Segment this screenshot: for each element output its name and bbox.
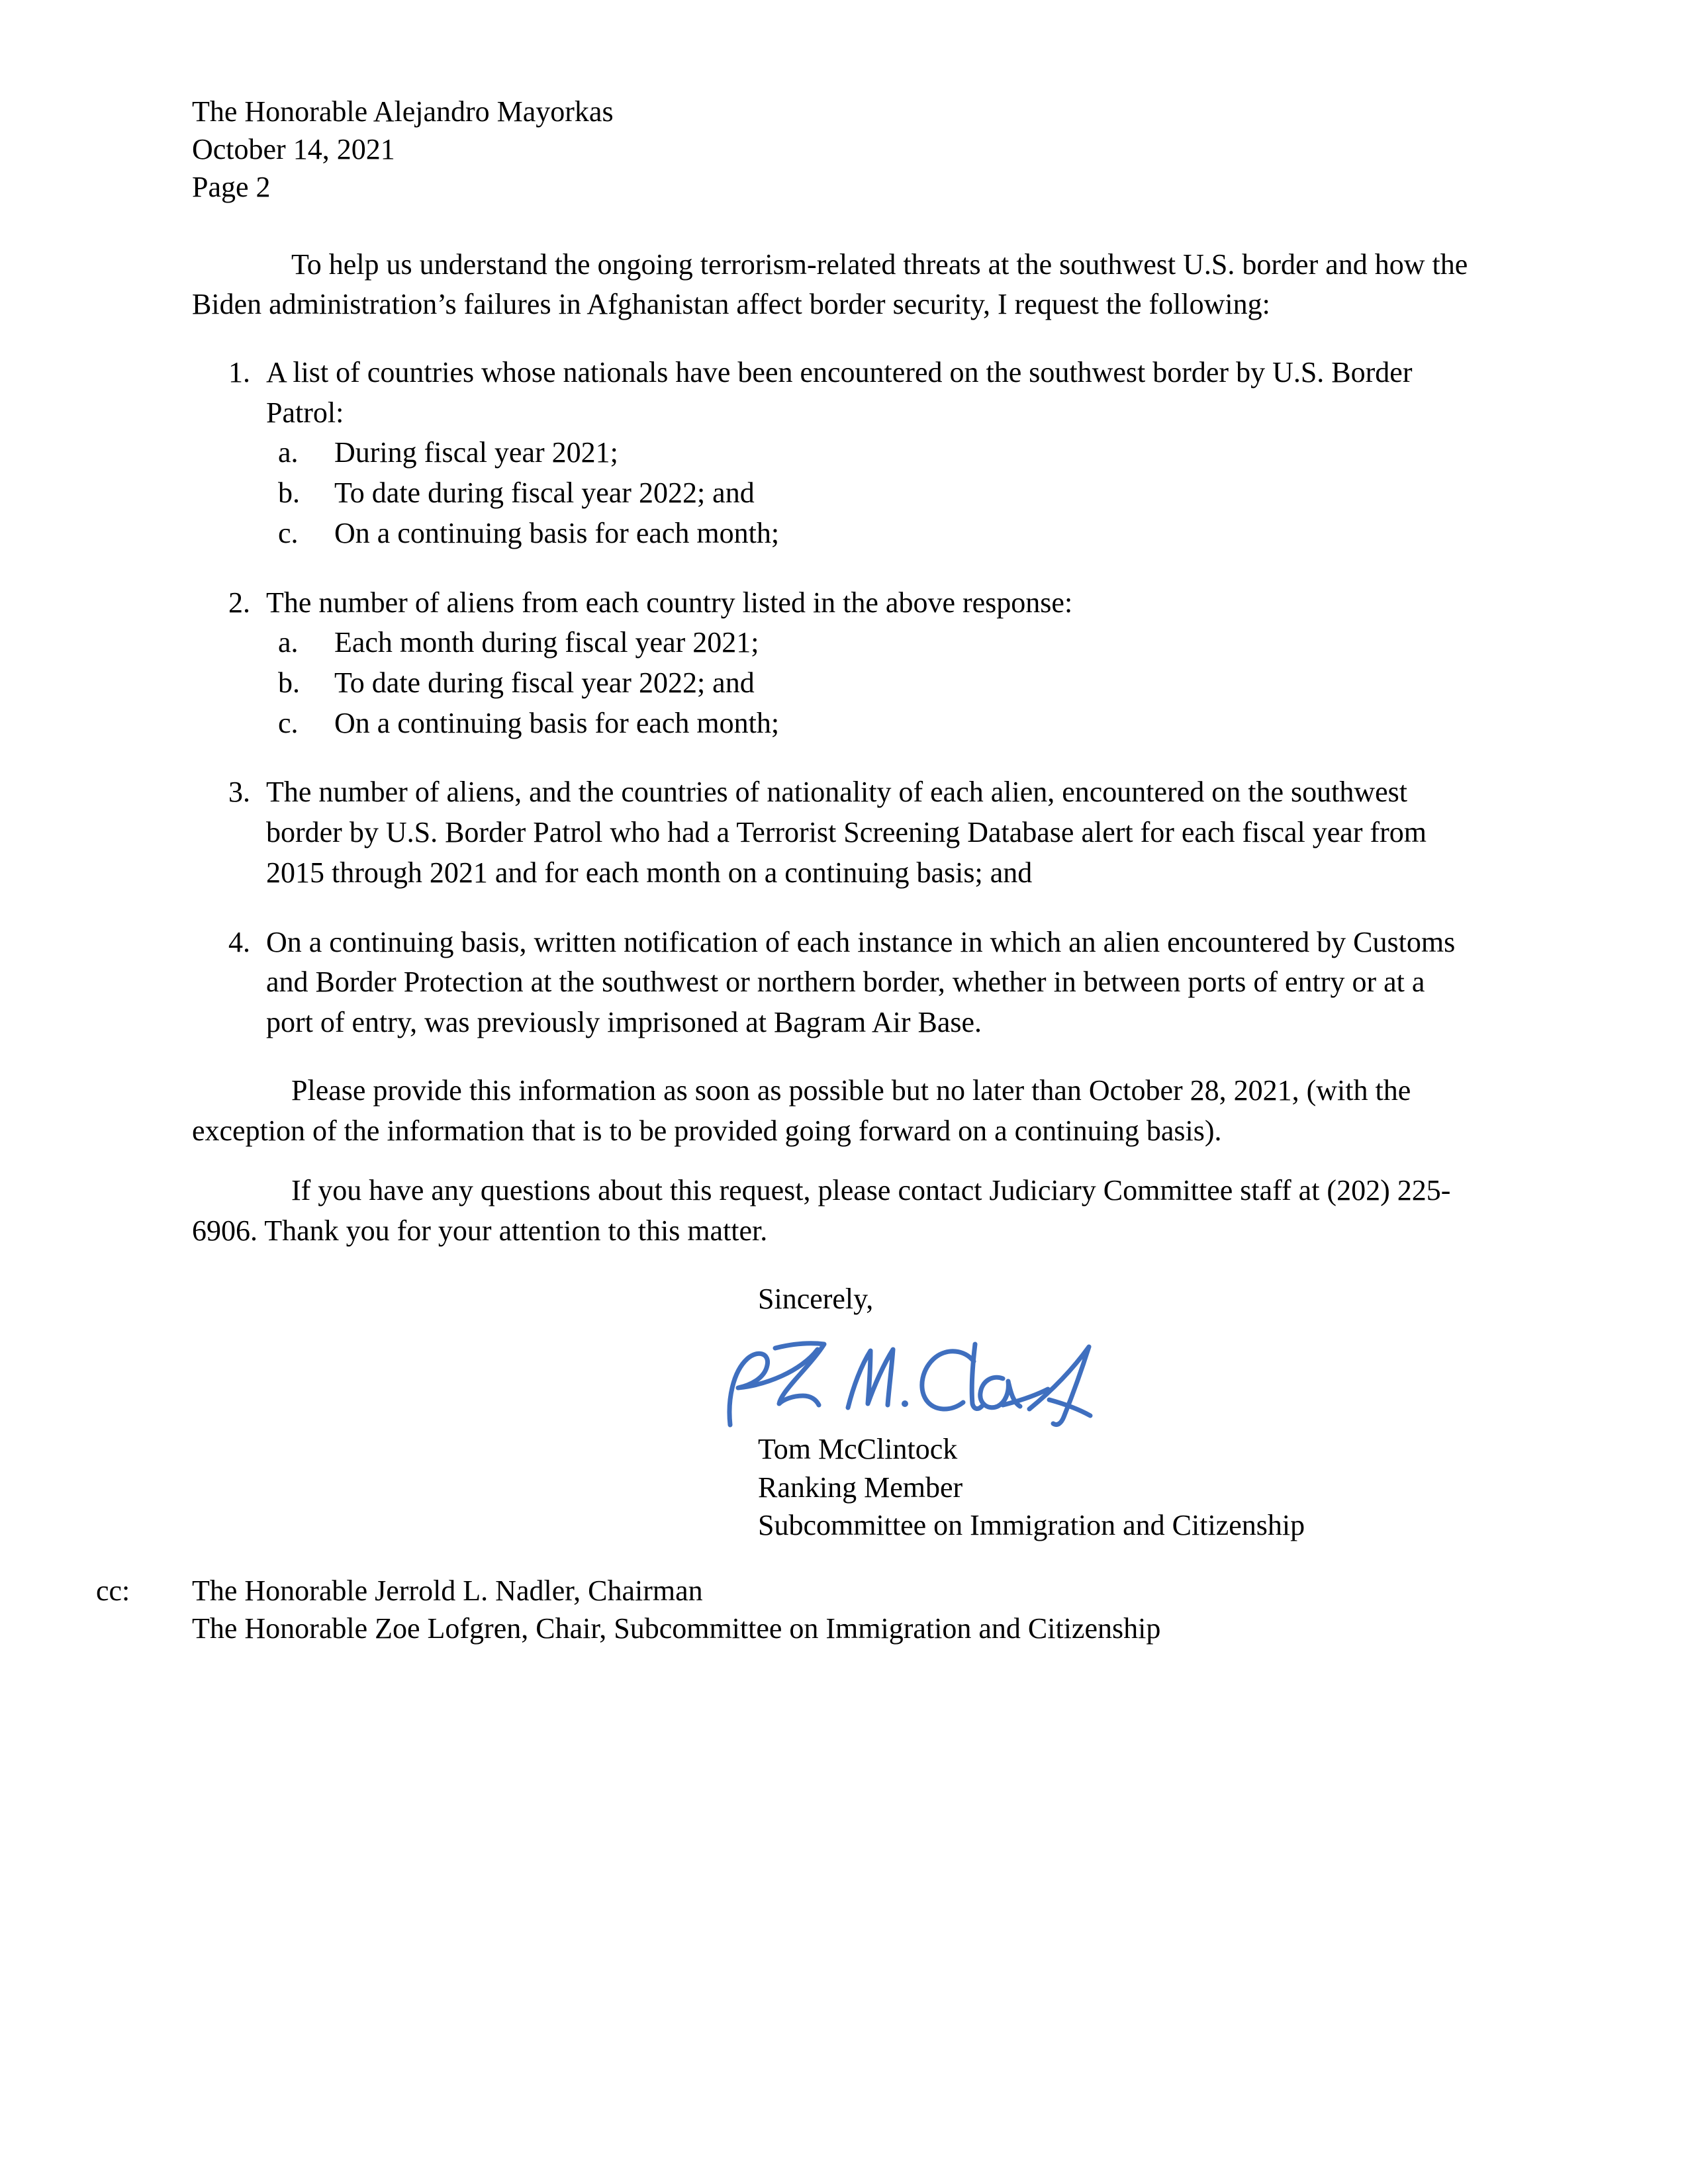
request-text: A list of countries whose nationals have been encountered on the southwest border by U.S. Border Patrol: [266,356,1413,429]
request-sublist-1 [266,433,1476,553]
subitem-text: On a continuing basis for each month; [334,706,780,739]
request-subitem [266,663,1476,704]
letterhead [192,93,1476,206]
cc-recipient: The Honorable Zoe Lofgren, Chair, Subcommittee on Immigration and Citizenship [192,1612,1161,1645]
subitem-text: During fiscal year 2021; [334,436,618,469]
request-item-3 [192,772,1476,893]
letterhead-date: October 14, 2021 [192,133,395,166]
request-text: The number of aliens from each country listed in the above response: [266,586,1073,619]
spacer [192,1251,1476,1279]
closing-paragraph-deadline: Please provide this information as soon as possible but no later than October 28, 2021, (with the exception of the information that is to be provided going forward on a continuing basis). [192,1073,1411,1147]
request-subitem [266,473,1476,514]
request-marker: 1. [228,356,250,388]
request-subitem [266,704,1476,744]
signatory-name: Tom McClintock [758,1433,958,1466]
subitem-text: To date during fiscal year 2022; and [334,666,755,700]
cc-recipient: The Honorable Jerrold L. Nadler, Chairman [192,1574,703,1607]
request-item-1 [192,353,1476,554]
subitem-text: To date during fiscal year 2022; and [334,477,755,510]
request-subitem [266,514,1476,554]
spacer [192,206,1476,245]
subitem-marker: c. [278,706,299,739]
letter-content [96,93,1476,1647]
spacer [192,325,1476,353]
signatory-title: Ranking Member [758,1471,963,1504]
handwritten-signature-icon [718,1331,1182,1430]
subitem-marker: a. [278,626,299,659]
subitem-marker: b. [278,666,300,700]
cc-recipients [192,1572,1476,1647]
signature-block [758,1279,1476,1544]
request-text: The number of aliens, and the countries of nationality of each alien, encountered on the southwest border by U.S. Border Patrol who had a Terrorist Screening Database alert for each fiscal year from 2015 through 2021 and for each month on a continuing basis; and [266,776,1427,889]
spacer [192,1151,1476,1171]
spacer [192,1043,1476,1071]
intro-paragraph: To help us understand the ongoing terrorism-related threats at the southwest U.S. border and how the Biden administration’s failures in Afghanistan affect border security, I request the following: [192,248,1468,321]
cc-label: cc: [96,1574,130,1607]
request-item-2 [192,583,1476,744]
closing-paragraph-contact: If you have any questions about this request, please contact Judiciary Committee staff at (202) 225-6906. Thank you for your attention to this matter. [192,1174,1451,1247]
request-marker: 3. [228,776,250,809]
request-marker: 2. [228,586,250,619]
cc-block [96,1572,1476,1647]
subitem-marker: a. [278,436,299,469]
subitem-text: Each month during fiscal year 2021; [334,626,759,659]
request-subitem [266,433,1476,473]
subitem-marker: b. [278,477,300,510]
letterhead-recipient: The Honorable Alejandro Mayorkas [192,95,614,128]
request-text: On a continuing basis, written notification of each instance in which an alien encountered by Customs and Border Protection at the southwest or northern border, whether in between ports of entry or at a port of entry, was previously imprisoned at Bagram Air Base. [266,925,1456,1039]
spacer [192,1544,1476,1572]
signatory-committee: Subcommittee on Immigration and Citizenship [758,1508,1305,1541]
request-item-4 [192,923,1476,1043]
request-subitem [266,623,1476,663]
subitem-marker: c. [278,516,299,549]
subitem-text: On a continuing basis for each month; [334,516,780,549]
request-marker: 4. [228,925,250,958]
request-list [192,353,1476,1043]
signature-names [758,1430,1476,1544]
request-sublist-2 [266,623,1476,743]
letterhead-page-number: Page 2 [192,171,271,204]
signature-closing: Sincerely, [758,1282,874,1315]
